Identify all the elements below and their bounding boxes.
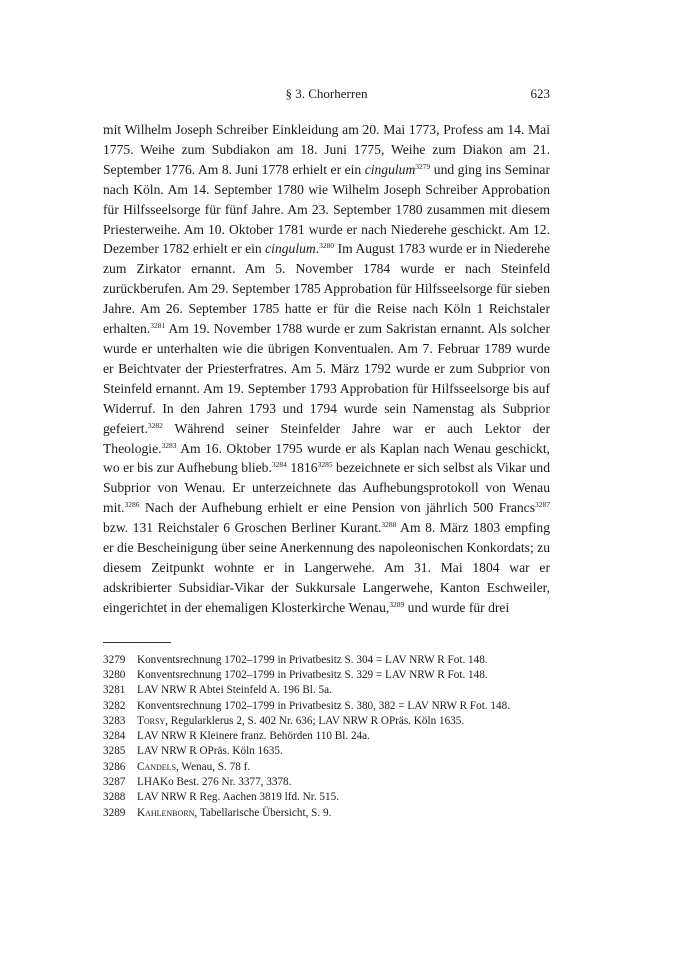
footnote-number: 3289 xyxy=(103,806,126,819)
text-run: Am 19. November 1788 wurde er zum Sakristan ernannt. Als solcher wurde er unterhalten wie die übrigen Konventualen. Am 7. Februar 1789 wurde er Beichtvater der Priesterfratres. Am 5. März 1792 wurde er zum Subprior von Steinfeld ernannt. Am 19. September 1793 Approbation für Hilfsseelsorge bis auf Widerruf. In den Jahren 1793 und 1794 wurde sein Namenstag als Subprior gefeiert. xyxy=(103,321,550,436)
footnote-number: 3282 xyxy=(103,699,126,712)
footnote-text: LAV NRW R OPräs. Köln 1635. xyxy=(137,745,283,758)
footnote-number: 3284 xyxy=(103,730,126,743)
text-run: bezeichnete er sich selbst als Vikar und Subprior von Wenau. Er unterzeichnete das Aufhebungsprotokoll von Wenau mit. xyxy=(103,460,550,516)
text-run: bzw. 131 Reichstaler 6 Groschen Berliner Kurant. xyxy=(103,520,382,536)
footnote xyxy=(103,714,550,729)
footnote-ref: 3285 xyxy=(317,460,333,470)
page-number: 623 xyxy=(530,86,550,101)
author-name: Torsy xyxy=(137,714,166,727)
footnote xyxy=(103,790,550,805)
footnote-ref: 3287 xyxy=(535,500,550,510)
text-run: und ging ins Seminar nach Köln. Am 14. September 1780 wie Wilhelm Joseph Schreiber Approbation für Hilfsseelsorge für fünf Jahre. Am 23. September 1780 zusammen mit diesem Priesterweihe. Am 10. Oktober 1781 wurde er nach Niederehe geschickt. Am 12. Dezember 1782 erhielt er ein xyxy=(103,161,550,257)
footnote-number: 3288 xyxy=(103,791,126,804)
footnote-ref: 3281 xyxy=(150,321,166,331)
footnote xyxy=(103,760,550,775)
footnote xyxy=(103,729,550,744)
footnote-text: Konventsrechnung 1702–1799 in Privatbesitz S. 304 = LAV NRW R Fot. 148. xyxy=(137,653,488,666)
footnote-number: 3280 xyxy=(103,668,126,681)
text-run: Im August 1783 wurde er in Niederehe zum Zirkator ernannt. Am 5. November 1784 wurde er nach Steinfeld zurückberufen. Am 29. September 1785 Approbation für Hilfsseelsorge für sieben Jahre. Am 26. September 1785 hatte er für die Reise nach Köln 1 Reichstaler erhalten. xyxy=(103,241,550,337)
footnotes xyxy=(103,653,550,821)
footnote-number: 3287 xyxy=(103,776,126,789)
footnote xyxy=(103,775,550,790)
footnote-number: 3279 xyxy=(103,653,126,666)
footnote-text xyxy=(137,714,550,729)
footnote-text-rest: , Tabellarische Übersicht, S. 9. xyxy=(194,806,332,819)
running-title: § 3. Chorherren xyxy=(285,86,368,101)
footnote-text: Konventsrechnung 1702–1799 in Privatbesitz S. 329 = LAV NRW R Fot. 148. xyxy=(137,668,488,681)
footnote-ref: 3289 xyxy=(389,599,405,609)
footnote-text: LAV NRW R Abtei Steinfeld A. 196 Bl. 5a. xyxy=(137,684,332,697)
emphasis-cingulum: cingulum xyxy=(265,241,316,257)
footnote-number: 3286 xyxy=(103,760,126,773)
footnote-text: LAV NRW R Reg. Aachen 3819 lfd. Nr. 515. xyxy=(137,791,339,804)
text-run: Am 16. Oktober 1795 wurde er als Kaplan nach Wenau geschickt, wo er bis zur Aufhebung blieb. xyxy=(103,440,550,476)
footnote-text: Konventsrechnung 1702–1799 in Privatbesitz S. 380, 382 = LAV NRW R Fot. 148. xyxy=(137,699,511,712)
footnote-text xyxy=(137,806,550,821)
footnote xyxy=(103,683,550,698)
page xyxy=(103,84,550,821)
footnote xyxy=(103,744,550,759)
text-run: Während seiner Steinfelder Jahre war er auch Lektor der Theologie. xyxy=(103,420,550,456)
footnote-ref: 3283 xyxy=(161,440,177,450)
footnote xyxy=(103,806,550,821)
footnote-text-rest: , Wenau, S. 78 f. xyxy=(176,760,251,773)
footnote-ref: 3288 xyxy=(381,520,397,530)
author-name: Candels xyxy=(137,760,177,773)
body-text xyxy=(103,120,550,618)
footnote-ref: 3282 xyxy=(147,420,163,430)
author-name: Kahlenborn xyxy=(137,806,195,819)
footnote-ref: 3286 xyxy=(124,500,140,510)
footnote-ref: 3279 xyxy=(415,161,431,171)
text-run: 1816 xyxy=(286,460,318,476)
footnote-number: 3283 xyxy=(103,714,126,727)
text-run: und wurde für drei xyxy=(404,599,510,615)
emphasis-cingulum: cingulum xyxy=(364,161,416,177)
footnote-text: LAV NRW R Kleinere franz. Behörden 110 Bl. 24a. xyxy=(137,730,370,743)
footnote xyxy=(103,653,550,668)
footnote-text xyxy=(137,760,550,775)
page-header xyxy=(103,84,550,104)
footnote-text-rest: , Regularklerus 2, S. 402 Nr. 636; LAV NRW R OPräs. Köln 1635. xyxy=(165,714,465,727)
text-run: Am 8. März 1803 empfing er die Bescheinigung über seine Anerkennung des napoleonischen Konkordats; zu diesem Zeitpunkt wohnte er in Langerwehe. Am 31. Mai 1804 war er adskribierter Subsidiar-Vikar der Sukkursale Langerwehe, Kanton Eschweiler, eingerichtet in der ehemaligen Klosterkirche Wenau, xyxy=(103,520,550,615)
text-run: mit Wilhelm Joseph Schreiber Einkleidung am 20. Mai 1773, Profess am 14. Mai 1775. Weihe zum Subdiakon am 18. Juni 1775, Weihe zum Diakon am 21. September 1776. Am 8. Juni 1778 erhielt er ein xyxy=(103,122,550,177)
footnote-ref: 3284 xyxy=(271,460,287,470)
footnote-number: 3285 xyxy=(103,745,126,758)
footnote-divider xyxy=(103,642,171,643)
footnote xyxy=(103,699,550,714)
footnote-text: LHAKo Best. 276 Nr. 3377, 3378. xyxy=(137,776,292,789)
footnote-number: 3281 xyxy=(103,684,126,697)
footnote xyxy=(103,668,550,683)
text-run: . xyxy=(315,241,320,257)
footnote-ref: 3280 xyxy=(319,241,335,251)
text-run: Nach der Aufhebung erhielt er eine Pension von jährlich 500 Francs xyxy=(139,500,535,516)
